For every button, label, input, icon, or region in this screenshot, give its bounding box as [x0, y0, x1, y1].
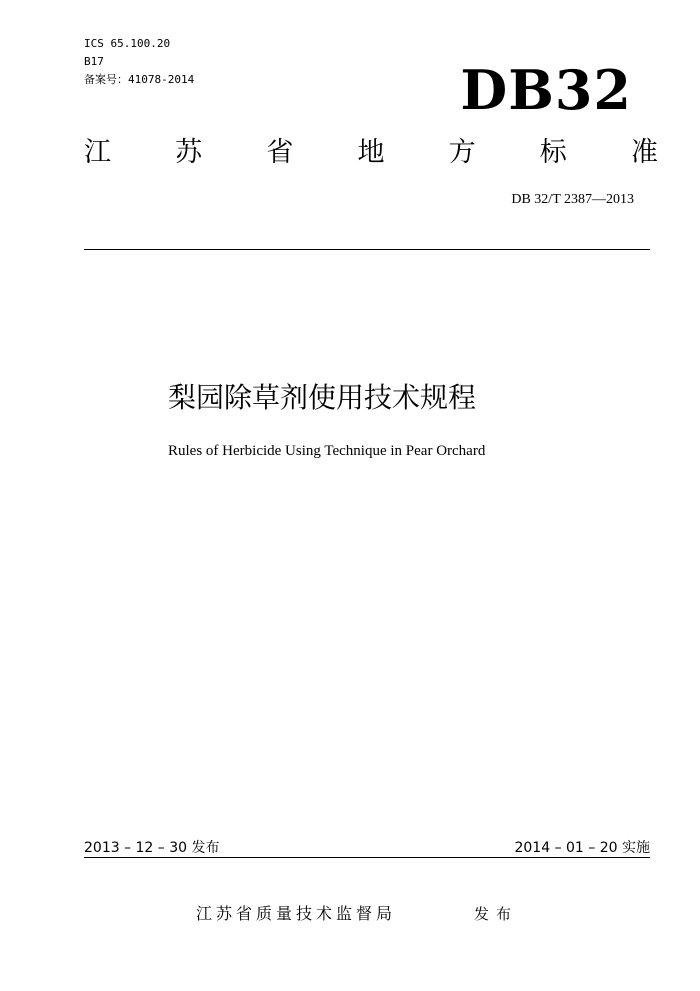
standard-type-char: 江 — [84, 137, 111, 168]
issuing-authority: 江苏省质量技术监督局 — [196, 904, 397, 923]
publish-label: 发布 — [474, 905, 519, 923]
classification-code: B17 — [84, 55, 104, 68]
record-number: 备案号：41078-2014 — [84, 73, 195, 86]
issue-date: 2013 – 12 – 30 发布 — [84, 840, 220, 856]
title-chinese: 梨园除草剂使用技术规程 — [168, 381, 477, 414]
standard-type-char: 准 — [630, 137, 658, 168]
implementation-date: 2014 – 01 – 20 实施 — [514, 840, 650, 856]
standard-type-char: 苏 — [175, 137, 203, 168]
standard-type-heading — [84, 136, 658, 170]
standard-type-char: 标 — [539, 137, 567, 168]
bottom-divider — [84, 857, 650, 858]
standard-type-char: 省 — [266, 137, 294, 168]
standard-number: DB 32/T 2387—2013 — [511, 192, 634, 207]
standard-type-char: 方 — [448, 137, 476, 168]
db-mark: DB32 — [460, 58, 632, 122]
top-divider — [84, 249, 650, 250]
standard-type-char: 地 — [357, 137, 385, 168]
ics-code: ICS 65.100.20 — [84, 37, 171, 50]
title-english: Rules of Herbicide Using Technique in Pear Orchard — [168, 443, 486, 459]
